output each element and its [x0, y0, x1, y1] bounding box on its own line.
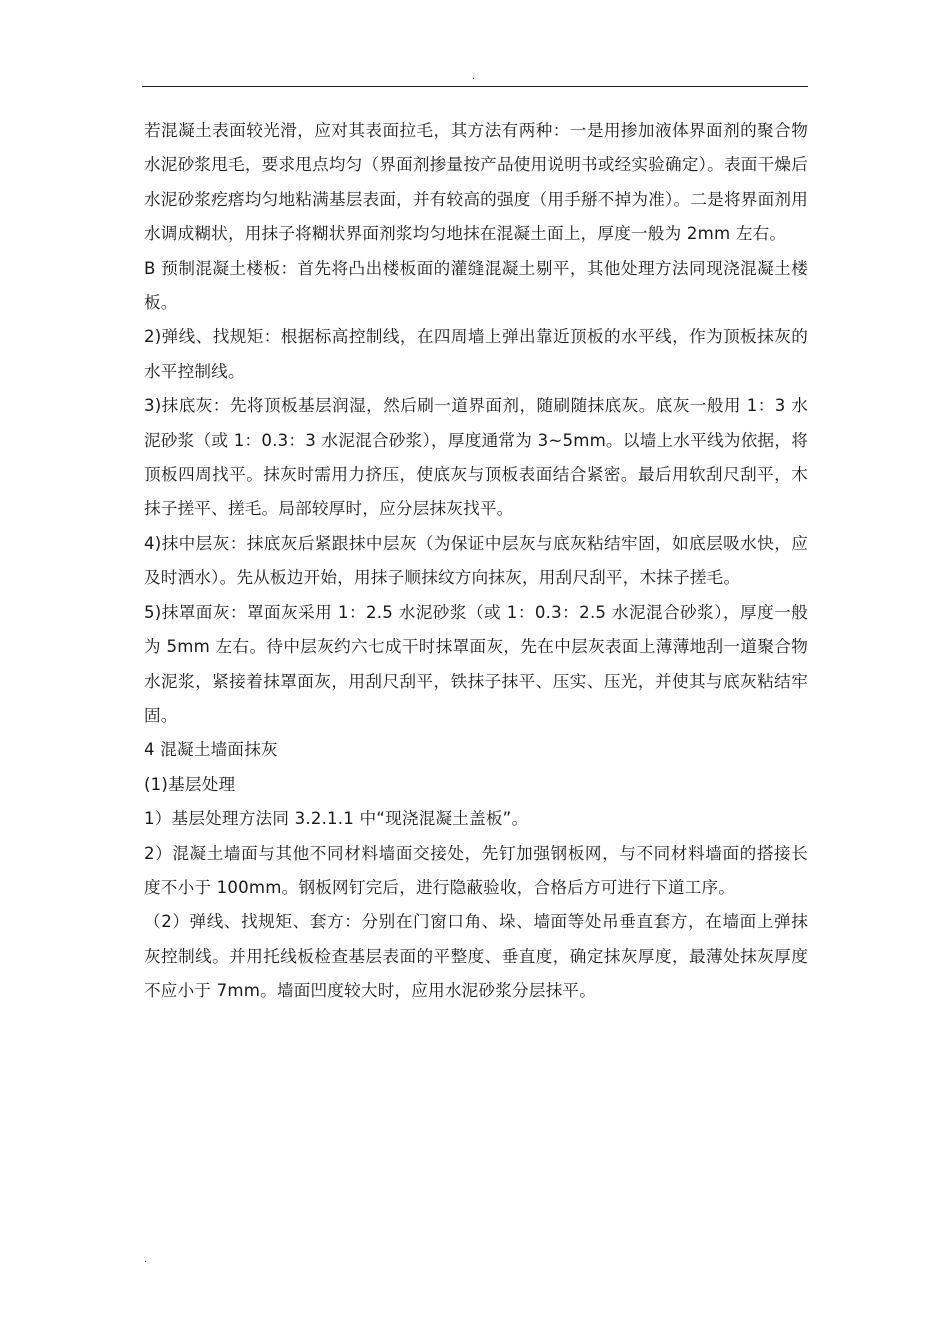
paragraph-middle-coat: 4)抹中层灰：抹底灰后紧跟抹中层灰（为保证中层灰与底灰粘结牢固，如底层吸水快，应及时洒水）。先从板边开始，用抹子顺抹纹方向抹灰，用刮尺刮平，木抹子搓毛。: [144, 533, 808, 588]
footer-mark: .: [144, 1254, 148, 1265]
section-heading-wall-plaster: 4 混凝土墙面抹灰: [144, 740, 278, 760]
paragraph-finish-coat: 5)抹罩面灰：罩面灰采用 1：2.5 水泥砂浆（或 1：0.3：2.5 水泥混合砂浆），厚度一般为 5mm 左右。待中层灰约六七成干时抹罩面灰，先在中层灰表面上薄薄地刮一道聚合物水泥浆，紧接着抹罩面灰，用刮尺刮平，铁抹子抹平、压实、压光，并使其与底灰粘结牢固。: [144, 602, 808, 725]
paragraph-squaring: （2）弹线、找规矩、套方：分别在门窗口角、垛、墙面等处吊垂直套方，在墙面上弹抹灰控制线。并用托线板检查基层表面的平整度、垂直度，确定抹灰厚度，最薄处抹灰厚度不应小于 7mm。墙面凹度较大时，应用水泥砂浆分层抹平。: [144, 912, 808, 1001]
paragraph-base-coat: 3)抹底灰：先将顶板基层润湿，然后刷一道界面剂，随刷随抹底灰。底灰一般用 1：3 水泥砂浆（或 1：0.3：3 水泥混合砂浆），厚度通常为 3~5mm。以墙上水平线为依据，将顶板四周找平。抹灰时需用力挤压，使底灰与顶板表面结合紧密。最后用软刮尺刮平，木抹子搓平、搓毛。局部较厚时，应分层抹灰找平。: [144, 396, 808, 519]
paragraph-roughening: 若混凝土表面较光滑，应对其表面拉毛，其方法有两种：一是用掺加液体界面剂的聚合物水泥砂浆甩毛，要求甩点均匀（界面剂掺量按产品使用说明书或经实验确定）。表面干燥后水泥砂浆疙瘩均匀地粘满基层表面，并有较高的强度（用手掰不掉为准）。二是将界面剂用水调成糊状，用抹子将糊状界面剂浆均匀地抹在混凝土面上，厚度一般为 2mm 左右。: [144, 121, 808, 244]
paragraph-base-treatment-method: 1）基层处理方法同 3.2.1.1 中“现浇混凝土盖板”。: [144, 809, 529, 829]
header-mark: .: [472, 71, 476, 82]
paragraph-snap-line: 2)弹线、找规矩：根据标高控制线，在四周墙上弹出靠近顶板的水平线，作为顶板抹灰的水平控制线。: [144, 327, 808, 381]
paragraph-steel-mesh: 2）混凝土墙面与其他不同材料墙面交接处，先钉加强钢板网，与不同材料墙面的搭接长度不小于 100mm。钢板网钉完后，进行隐蔽验收，合格后方可进行下道工序。: [144, 843, 808, 897]
body-text: [144, 114, 808, 1009]
paragraph-precast-slab: B 预制混凝土楼板：首先将凸出楼板面的灌缝混凝土剔平，其他处理方法同现浇混凝土楼板。: [144, 258, 808, 313]
subheading-base-treatment: (1)基层处理: [144, 774, 236, 794]
header-rule: [142, 86, 808, 87]
